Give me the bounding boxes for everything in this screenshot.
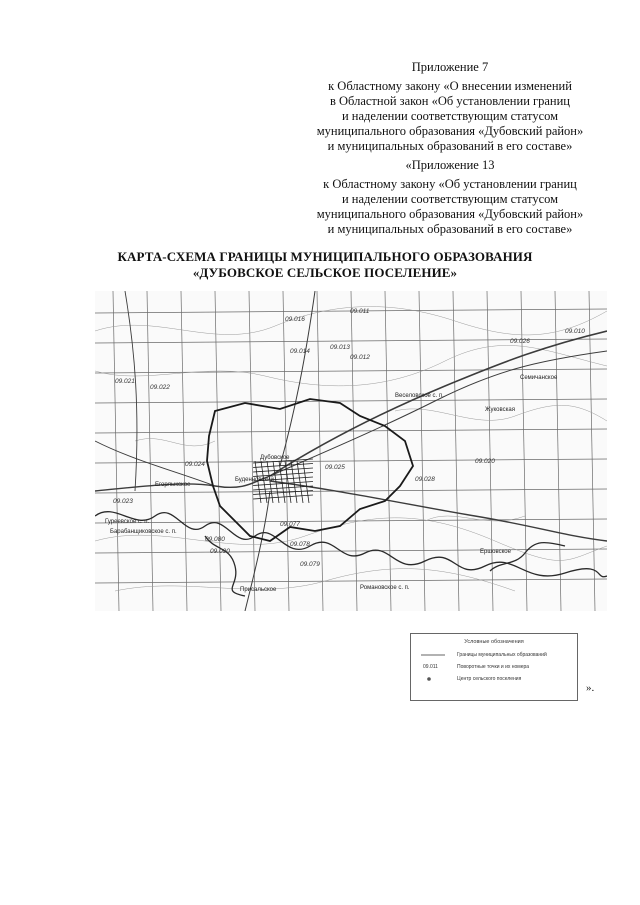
grid-line bbox=[385, 291, 391, 611]
map-point-label: 09.012 bbox=[350, 354, 370, 361]
map-place-name: Присальское bbox=[240, 587, 277, 593]
legend-item-text: Границы муниципальных образований bbox=[457, 652, 547, 658]
title-line-1: КАРТА-СХЕМА ГРАНИЦЫ МУНИЦИПАЛЬНОГО ОБРАЗОВАНИЯ bbox=[117, 249, 533, 264]
map-point-label: 09.010 bbox=[565, 328, 585, 335]
map-grid bbox=[95, 291, 607, 611]
title-line-2: «ДУБОВСКОЕ СЕЛЬСКОЕ ПОСЕЛЕНИЕ» bbox=[192, 265, 458, 280]
grid-line bbox=[95, 369, 607, 373]
map-place-name: Гуреевское с. п. bbox=[105, 519, 150, 525]
map-place-name: Барабанщиковское с. п. bbox=[110, 529, 177, 535]
map-point-label: 09.078 bbox=[290, 541, 310, 548]
appendix-13-line: к Областному закону «Об установлении границ bbox=[323, 177, 577, 191]
legend-title: Условные обозначения bbox=[464, 639, 524, 645]
map-point-label: 09.021 bbox=[115, 378, 135, 385]
appendix-13-line: и наделении соответствующим статусом bbox=[341, 192, 559, 206]
map-point-label: 09.025 bbox=[325, 464, 345, 471]
appendix-7-line: муниципального образования «Дубовский район» bbox=[316, 124, 584, 138]
closing-quote: ». bbox=[586, 682, 595, 694]
grid-line bbox=[95, 519, 607, 523]
map-point-label: 09.023 bbox=[113, 498, 133, 505]
map-point-label: 09.024 bbox=[185, 461, 205, 468]
boundary-line-icon bbox=[419, 651, 447, 659]
legend-item-text: Поворотные точки и их номера bbox=[457, 664, 530, 670]
legend-item-settlement bbox=[419, 675, 569, 683]
grid-line bbox=[351, 291, 357, 611]
appendix-13-block bbox=[300, 158, 600, 237]
appendix-13-line: муниципального образования «Дубовский район» bbox=[316, 207, 584, 221]
legend-item-boundary bbox=[419, 651, 569, 659]
map-point-label: 09.090 bbox=[210, 548, 230, 555]
map-point-label: 09.013 bbox=[330, 344, 350, 351]
grid-line bbox=[95, 459, 607, 463]
map-point-label: 09.079 bbox=[300, 561, 320, 568]
settlement-dot-icon bbox=[419, 675, 447, 683]
map-place-names bbox=[105, 375, 558, 593]
map-point-label: 09.028 bbox=[415, 476, 435, 483]
grid-line bbox=[95, 579, 607, 583]
map-drawing bbox=[95, 291, 607, 611]
map-point-label: 09.077 bbox=[280, 521, 300, 528]
grid-line bbox=[215, 291, 221, 611]
boundary-map bbox=[95, 291, 607, 611]
map-point-label: 09.016 bbox=[285, 316, 305, 323]
grid-line bbox=[95, 399, 607, 403]
grid-line bbox=[95, 549, 607, 553]
map-place-name: Дубовское bbox=[260, 455, 290, 461]
town-street bbox=[253, 495, 313, 499]
appendix-7-line: и наделении соответствующим статусом bbox=[341, 109, 559, 123]
grid-line bbox=[95, 339, 607, 343]
map-point-label: 09.026 bbox=[510, 338, 530, 345]
map-place-name: Романовское с. п. bbox=[360, 585, 410, 591]
appendix-13-heading: «Приложение 13 bbox=[405, 158, 495, 172]
appendix-7-block bbox=[300, 60, 600, 154]
map-place-name: Ершовское bbox=[480, 549, 511, 555]
grid-line bbox=[147, 291, 153, 611]
map-boundary bbox=[207, 399, 413, 541]
map-roads bbox=[95, 291, 607, 611]
map-place-name: Веселовское с. п. bbox=[395, 393, 444, 399]
appendix-7-line: и муниципальных образований в его составе» bbox=[327, 139, 573, 153]
map-place-name: Семичанское bbox=[520, 375, 558, 381]
grid-line bbox=[249, 291, 255, 611]
appendix-7-heading: Приложение 7 bbox=[411, 60, 489, 74]
point-label-icon: 09.011 bbox=[423, 664, 438, 670]
map-river bbox=[95, 512, 607, 596]
map-place-name: Егорлыкское bbox=[155, 482, 191, 488]
appendix-7-line: в Областной закон «Об установлении границ bbox=[329, 94, 570, 108]
grid-line bbox=[95, 489, 607, 493]
map-point-label: 09.020 bbox=[475, 458, 495, 465]
appendix-7-line: к Областному закону «О внесении изменений bbox=[328, 79, 572, 93]
map-legend bbox=[410, 633, 578, 701]
map-point-label: 09.011 bbox=[350, 308, 370, 315]
legend-item-text: Центр сельского поселения bbox=[457, 676, 522, 682]
town-street bbox=[253, 473, 313, 477]
grid-line bbox=[555, 291, 561, 611]
map-point-label: 09.080 bbox=[205, 536, 225, 543]
appendix-13-line: и муниципальных образований в его составе» bbox=[327, 222, 573, 236]
document-title bbox=[60, 249, 590, 281]
map-point-label: 09.014 bbox=[290, 348, 310, 355]
map-place-name: Жуковская bbox=[485, 407, 515, 413]
map-point-label: 09.022 bbox=[150, 384, 170, 391]
legend-item-points bbox=[419, 663, 569, 671]
grid-line bbox=[181, 291, 187, 611]
map-place-name: Буденновский bbox=[235, 477, 274, 483]
